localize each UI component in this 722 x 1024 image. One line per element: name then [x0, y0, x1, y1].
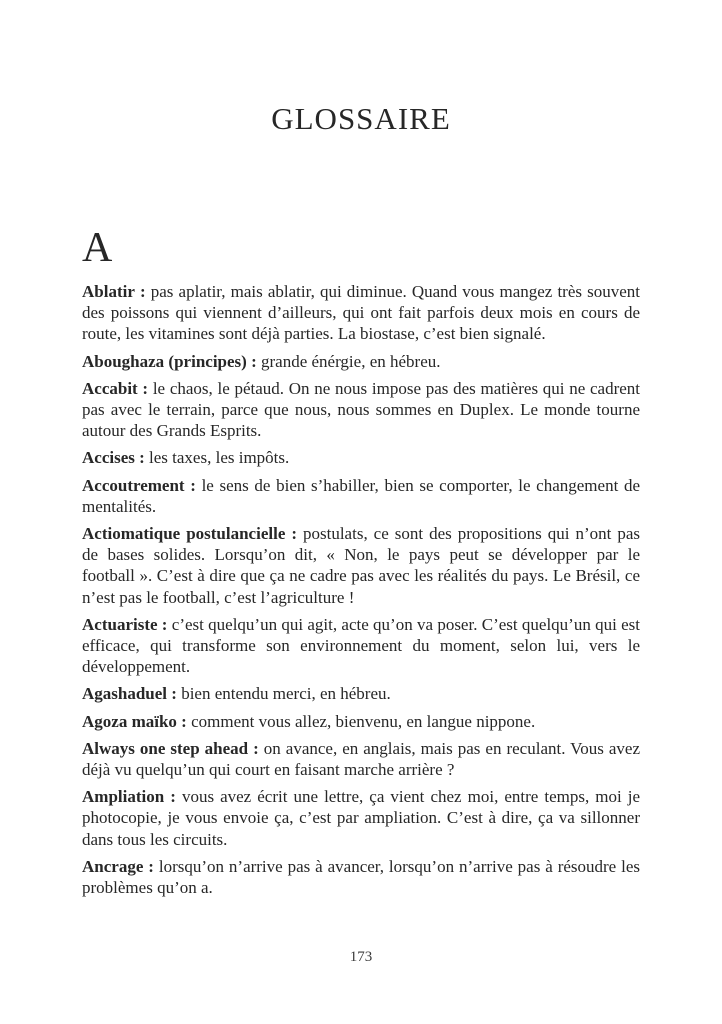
entry-term: Ancrage :	[82, 856, 154, 876]
entry-definition: le chaos, le pétaud. On ne nous impose pas des matières qui ne cadrent pas avec le terrain, parce que nous, nous sommes en Duplex. Le monde tourne autour des Grands Esprits.	[82, 378, 641, 441]
glossary-entry	[82, 738, 640, 780]
entry-term: Agoza maïko :	[82, 711, 187, 731]
glossary-entry	[82, 475, 640, 517]
entry-definition: lorsqu’on n’arrive pas à avancer, lorsqu’on n’arrive pas à résoudre les problèmes qu’on a.	[82, 856, 641, 898]
glossary-entry	[82, 786, 640, 850]
glossary-entries	[82, 281, 640, 904]
entry-definition: postulats, ce sont des propositions qui n’ont pas de bases solides. Lorsqu’on dit, « Non, le pays peut se développer par le football ». C’est à dire que ça ne cadre pas avec les réalités du pays. Le Brésil, ce n’est pas le football, c’est l’agriculture !	[82, 524, 640, 607]
glossary-entry	[82, 281, 640, 345]
entry-term: Accises :	[82, 448, 145, 468]
glossary-entry	[82, 447, 640, 468]
page-number: 173	[349, 949, 373, 965]
page-title: GLOSSAIRE	[271, 101, 451, 136]
entry-definition: le sens de bien s’habiller, bien se comporter, le changement de mentalités.	[82, 475, 640, 516]
entry-term: Actuariste :	[82, 614, 168, 634]
glossary-entry	[82, 683, 640, 704]
glossary-entry	[82, 856, 640, 898]
entry-term: Accoutrement :	[82, 475, 196, 495]
entry-term: Ablatir :	[82, 282, 146, 301]
entry-definition: les taxes, les impôts.	[149, 448, 290, 468]
entry-definition: comment vous allez, bienvenu, en langue nippone.	[191, 711, 536, 731]
glossary-entry	[82, 523, 640, 608]
glossary-entry	[82, 378, 640, 442]
glossary-entry	[82, 711, 640, 732]
entry-term: Ampliation :	[82, 787, 176, 807]
entry-term: Accabit :	[82, 378, 149, 398]
entry-definition: on avance, en anglais, mais pas en reculant. Vous avez déjà vu quelqu’un qui court en faisant marche arrière ?	[82, 738, 640, 780]
entry-term: Agashaduel :	[82, 684, 177, 704]
glossary-entry	[82, 614, 640, 678]
entry-term: Aboughaza (principes) :	[82, 351, 257, 371]
glossary-entry	[82, 351, 640, 372]
entry-term: Actiomatique postulancielle :	[82, 524, 298, 544]
entry-term: Always one step ahead :	[82, 738, 259, 758]
entry-definition: bien entendu merci, en hébreu.	[181, 684, 391, 704]
entry-definition: c’est quelqu’un qui agit, acte qu’on va poser. C’est quelqu’un qui est efficace, qui transforme son environnement du moment, selon lui, vers le développement.	[82, 614, 641, 677]
entry-definition: vous avez écrit une lettre, ça vient chez moi, entre temps, moi je photocopie, je vous envoie ça, c’est par ampliation. C’est à dire, ça va sillonner dans tous les circuits.	[82, 787, 641, 849]
entry-definition: grande énérgie, en hébreu.	[260, 351, 441, 371]
section-letter: A	[82, 225, 113, 271]
entry-definition: pas aplatir, mais ablatir, qui diminue. Quand vous mangez très souvent des poissons qui viennent d’ailleurs, qui ont fait parfois deux mois en cours de route, les vitamines sont déjà parties. La biostase, c’est bien signalé.	[82, 282, 640, 344]
